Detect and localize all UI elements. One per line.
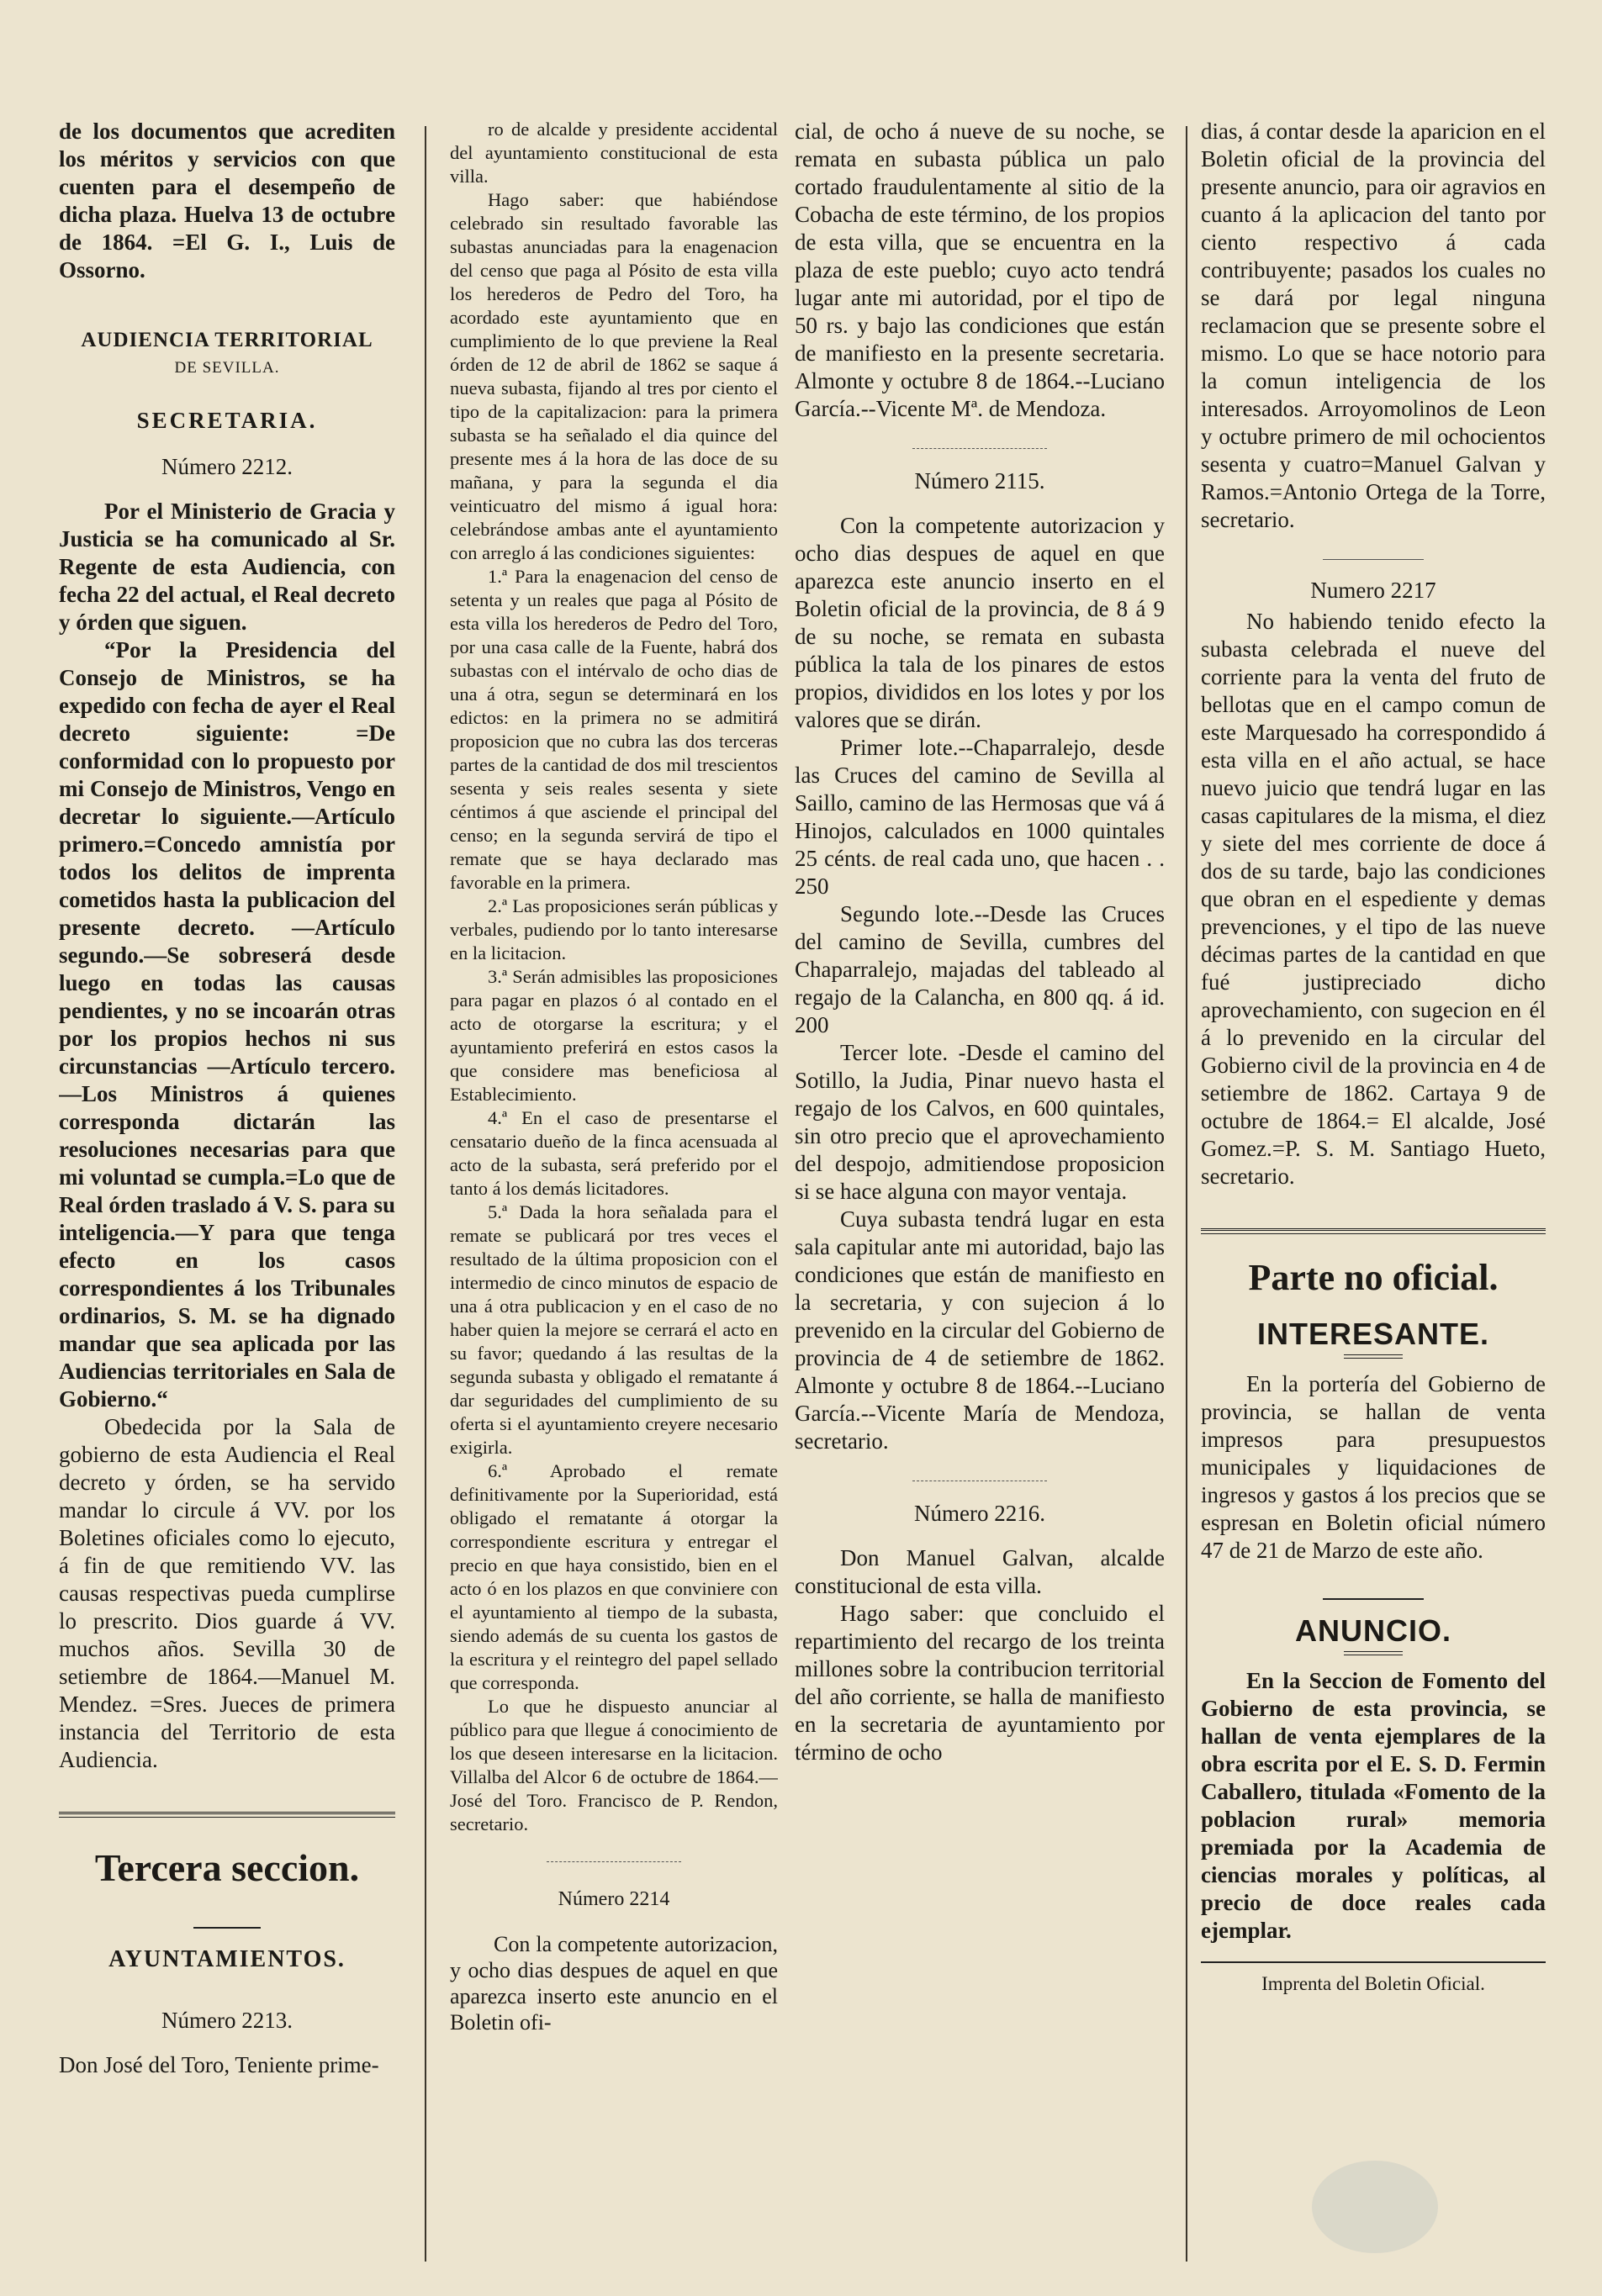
article-body: ro de alcalde y presidente accidental del ayuntamiento constitucional de esta villa. [450, 119, 778, 187]
article-number: Número 2212. [161, 454, 293, 479]
double-divider [1344, 1354, 1403, 1359]
condition-2: 2.ª Las proposiciones serán públicas y verbales, pudiendo por lo tanto interesarse en la licitacion. [450, 895, 778, 963]
column-3 [795, 118, 1165, 2270]
audiencia-heading: AUDIENCIA TERRITORIAL [81, 329, 373, 351]
divider [547, 1861, 681, 1862]
article-closing: Cuya subasta tendrá lugar en esta sala capitular ante mi autoridad, bajo las condiciones que están de manifiesto en la secretaria, y con sujecion á lo prevenido en la circular del Gobierno de provincia de 4 de setiembre de 1862. Almonte y octubre 8 de 1864.--Luciano García.--Vicente María de Mendoza, secretario. [795, 1206, 1165, 1454]
condition-5: 5.ª Dada la hora señalada para el remate se publicará por tres veces el resultado de la última proposicion con el intermedio de cinco minutos de espacio de una á otra publicacion y en el caso de no haber quien la mejore se cerrará el acto en su favor; quedando á las resultas de la segunda subasta y obligado el rematante á dar seguridades del cumplimiento de su oferta si el ayuntamiento creyere necesario exigirla. [450, 1201, 778, 1458]
column-1 [59, 118, 395, 2270]
double-divider [1344, 1651, 1403, 1655]
article-body: Con la competente autorizacion y ocho dias despues de aquel en que aparezca este anuncio inserto en el Boletin oficial de la provincia, de 8 á 9 de su noche, se remata en subasta pública la tala de los pinares de estos propios, divididos en los lotes y por los valores que se dirán. [795, 513, 1165, 732]
library-stamp [1312, 2161, 1438, 2253]
decree-text: “Por la Presidencia del Consejo de Ministros, se ha expedido con fecha de ayer el Real decreto siguiente: =De conformidad con lo propuesto por mi Consejo de Ministros, Vengo en decretar lo siguiente.—Artículo primero.=Concedo amnistía por todos los delitos de imprenta cometidos hasta la publicacion del presente decreto. —Artículo segundo.—Se sobreserá desde luego en todas las causas pendientes, y no se incoarán otras por los propios hechos ni sus circunstancias —Artículo tercero.—Los Ministros á quienes corresponda dictarán las resoluciones necesarias para que mi voluntad se cumpla.=Lo que de Real órden traslado á V. S. para su inteligencia.—Y para que tenga efecto en los casos correspondientes á los Tribunales ordinarios, S. M. se ha dignado mandar que sea aplicada por las Audiencias territoriales en Sala de Gobierno.“ [59, 637, 395, 1412]
banner-heading: ANUNCIO. [1295, 1613, 1451, 1648]
secretaria-heading: SECRETARIA. [136, 408, 318, 433]
ayuntamientos-heading: AYUNTAMIENTOS. [108, 1946, 346, 1972]
condition-3: 3.ª Serán admisibles las proposiciones para pagar en plazos ó al contado en el acto de otorgarse la escritura; y el ayuntamiento preferirá en estos casos la que considere mas beneficiosa al Establecimiento. [450, 966, 778, 1105]
article-body: No habiendo tenido efecto la subasta celebrada el nueve del corriente para la venta del fruto de bellotas que en el campo comun de este Marquesado ha correspondido á esta villa en el año actual, se hace nuevo juicio que tendrá lugar en las casas capitulares de la misma, el diez y siete del mes corriente de doce á dos de su tarde, bajo las condiciones que obran en el espediente y demas prevenciones, y el tipo de las nueve décimas partes de la cantidad en que fué justipreciado dicho aprovechamiento, con sugecion en él á lo prevenido en la circular del Gobierno civil de la provincia en 4 de setiembre de 1862. Cartaya 9 de octubre de 1864.= El alcalde, José Gomez.=P. S. M. Santiago Hueto, secretario. [1201, 609, 1546, 1189]
article-number: Numero 2217 [1310, 578, 1436, 603]
audiencia-subheading: DE SEVILLA. [174, 359, 280, 377]
condition-1: 1.ª Para la enagenacion del censo de setenta y un reales que paga al Pósito de esta villa los herederos de Pedro del Toro, por una casa calle de la Fuente, habrá dos subastas con el intérvalo de ocho dias de una á otra, segun se determinará en los edictos: en la primera no se admitirá proposicion que no cubra las dos terceras partes de la cantidad de dos mil trescientos sesenta y seis reales sesenta y siete céntimos á que asciende el principal del censo; en la segunda servirá de tipo el remate que se haya declarado mas favorable en la primera. [450, 566, 778, 893]
article-body: Hago saber: que concluido el repartimiento del recargo de los treinta millones sobre la contribucion territorial del año corriente, se halla de manifiesto en la secretaria de ayuntamiento por término de ocho [795, 1601, 1165, 1765]
section-title: Tercera seccion. [94, 1846, 360, 1889]
closing-text: Obedecida por la Sala de gobierno de esta Audiencia el Real decreto y órden, se ha servido mandar lo circule á VV. por los Boletines oficiales como lo ejecuto, á fin de que remitiendo VV. las causas respectivas pueda cumplirse lo prescrito. Dios guarde á VV. muchos años. Sevilla 30 de setiembre de 1864.—Manuel M. Mendez. =Sres. Jueces de primera instancia del Territorio de esta Audiencia. [59, 1414, 395, 1772]
section-divider [1201, 1228, 1546, 1234]
article-body: dias, á contar desde la aparicion en el Boletin oficial de la provincia del presente anuncio, para oir agravios en cuanto á la aplicacion del tanto por ciento respectivo á cada contribuyente; pasados los cuales no se dará por legal ninguna reclamacion que se presente sobre el mismo. Lo que se hace notorio para la comun inteligencia de los interesados. Arroyomolinos de Leon y octubre primero de mil ochocientos sesenta y cuatro=Manuel Galvan y Ramos.=Antonio Ortega de la Torre, secretario. [1201, 119, 1546, 532]
column-2 [450, 118, 778, 2270]
article-body: En la Seccion de Fomento del Gobierno de esta provincia, se hallan de venta ejemplares de la obra escrita por el E. S. D. Fermin Caballero, titulada «Fomento de la poblacion rural» memoria premiada por la Academia de ciencias morales y políticas, al precio de doce reales cada ejemplar. [1201, 1668, 1546, 1943]
column-4 [1201, 118, 1546, 2270]
printer-footer: Imprenta del Boletin Oficial. [1201, 1961, 1546, 1998]
column-rule [1186, 126, 1187, 2262]
section-title: Parte no oficial. [1248, 1257, 1499, 1298]
lot-3: Tercer lote. -Desde el camino del Sotillo, la Judia, Pinar nuevo hasta el regajo de los Calvos, en 600 quintales, sin otro precio que el aprovechamiento del despojo, admitiendose proposicion si se hace alguna con mayor ventaja. [795, 1040, 1165, 1204]
banner-heading: INTERESANTE. [1256, 1317, 1490, 1351]
condition-4: 4.ª En el caso de presentarse el censatario dueño de la finca acensuada al acto de la subasta, será preferido por el tanto á los demás licitadores. [450, 1107, 778, 1199]
short-divider [193, 1927, 261, 1929]
article-closing: Lo que he dispuesto anunciar al público para que llegue á conocimiento de los que deseen interesarse en la licitacion. Villalba del Alcor 6 de octubre de 1864.—José del Toro. Francisco de P. Rendon, secretario. [450, 1696, 778, 1834]
article-number: Número 2115. [914, 468, 1045, 494]
article-body: Con la competente autorizacion, y ocho dias despues de aquel en que aparezca inserto este anuncio en el Boletin ofi- [450, 1932, 778, 2035]
article-number: Número 2213. [161, 2008, 293, 2033]
divider [1323, 559, 1424, 560]
article-body: Hago saber: que habiéndose celebrado sin resultado favorable las subastas anunciadas para la enagenacion del censo que paga al Pósito de esta villa los herederos de Pedro del Toro, ha acordado este ayuntamiento que en cumplimiento de lo que previene la Real órden de 12 de abril de 1862 se saque á nueva subasta, fijando al tres por ciento el tipo de la capitalizacion: para la primera subasta se ha señalado el dia quince del presente mes á la hora de las doce de su mañana, y para la segunda el dia veinticuatro del mismo á igual hora: celebrándose ambas ante el ayuntamiento con arreglo á las condiciones siguientes: [450, 189, 778, 563]
article-number: Número 2216. [914, 1501, 1045, 1526]
condition-6: 6.ª Aprobado el remate definitivamente por la Superioridad, está obligado el rematante á otorgar la correspondiente escritura y entregar el precio en que haya consistido, bien en el acto ó en los plazos en que conviniere con el ayuntamiento al tiempo de la subasta, siendo además de su cuenta los gastos de la escritura y el reintegro del papel sellado que corresponda. [450, 1460, 778, 1693]
article-body: cial, de ocho á nueve de su noche, se remata en subasta pública un palo cortado fraudulentamente al sitio de la Cobacha de este término, de los propios de esta villa, que se encuentra en la plaza de este pueblo; cuyo acto tendrá lugar ante mi autoridad, por el tipo de 50 rs. y bajo las condiciones que están de manifiesto en la presente secretaria. Almonte y octubre 8 de 1864.--Luciano García.--Vicente Mª. de Mendoza. [795, 119, 1165, 421]
lot-2: Segundo lote.--Desde las Cruces del camino de Sevilla, cumbres del Chaparralejo, majadas del tableado al regajo de la Calancha, en 800 qq. á id. 200 [795, 901, 1165, 1037]
lot-1: Primer lote.--Chaparralejo, desde las Cruces del camino de Sevilla al Saillo, camino de las Hermosas que vá á Hinojos, calculados en 1000 quintales 25 cénts. de real cada uno, que hacen . . 250 [795, 735, 1165, 899]
article-body: Don Manuel Galvan, alcalde constitucional de esta villa. [795, 1545, 1165, 1598]
short-divider [1323, 1598, 1424, 1600]
intro-text: de los documentos que acrediten los méritos y servicios con que cuenten para el desempeño de dicha plaza. Huelva 13 de octubre de 1864. =El G. I., Luis de Ossorno. [59, 119, 395, 282]
article-body: Don José del Toro, Teniente prime- [59, 2052, 379, 2077]
divider [912, 448, 1047, 449]
article-body: Por el Ministerio de Gracia y Justicia se ha comunicado al Sr. Regente de esta Audiencia, con fecha 22 del actual, el Real decreto y órden que siguen. [59, 499, 395, 635]
article-number: Número 2214 [558, 1888, 670, 1910]
column-rule [425, 126, 426, 2262]
article-body: En la portería del Gobierno de provincia, se hallan de venta impresos para presupuestos municipales y liquidaciones de ingresos y gastos á los precios que se espresan en Boletin oficial número 47 de 21 de Marzo de este año. [1201, 1371, 1546, 1563]
section-divider [59, 1812, 395, 1818]
